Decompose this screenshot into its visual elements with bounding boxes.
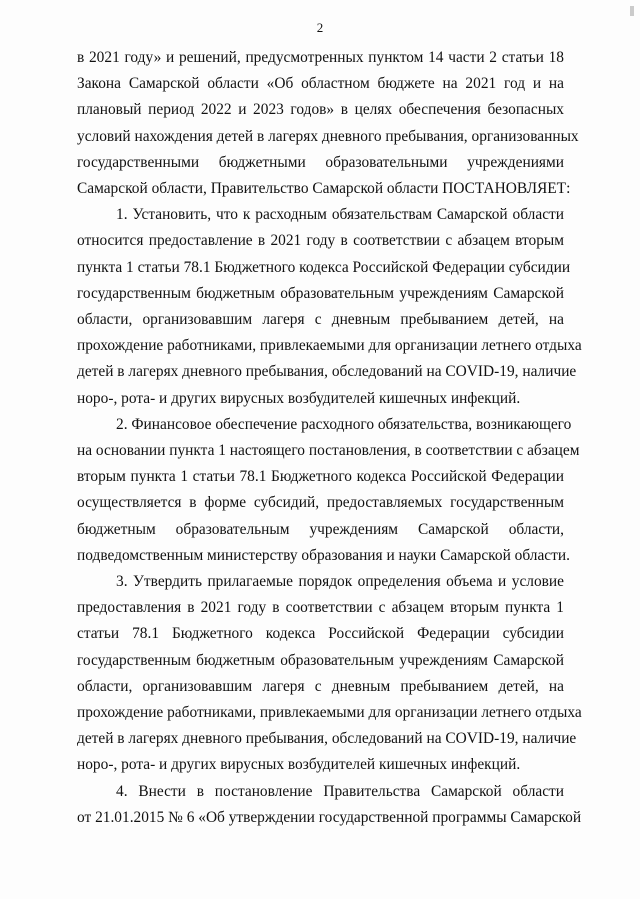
text-line: статьи 78.1 Бюджетного кодекса Российской Федерации субсидии — [77, 625, 564, 643]
text-line: 3. Утвердить прилагаемые порядок определения объема и условие — [116, 573, 564, 591]
paragraph-4 — [77, 569, 582, 779]
text-line: условий нахождения детей в лагерях дневного пребывания, организованных — [77, 127, 579, 145]
text-line: Закона Самарской области «Об областном бюджете на 2021 год и на — [77, 75, 564, 93]
text-line: бюджетным образовательным учреждениям Самарской области, — [77, 520, 564, 538]
text-line: плановый период 2022 и 2023 годов» в целях обеспечения безопасных — [77, 101, 564, 119]
text-line: детей в лагерях дневного пребывания, обследований на COVID-19, наличие — [77, 730, 577, 748]
text-line: государственным бюджетным образовательным учреждениям Самарской — [77, 284, 564, 302]
text-line: 2. Финансовое обеспечение расходного обязательства, возникающего — [116, 415, 572, 433]
text-line: подведомственным министерству образования и науки Самарской области. — [77, 546, 570, 564]
text-line: норо-, рота- и других вирусных возбудителей кишечных инфекций. — [77, 389, 521, 407]
text-line: от 21.01.2015 № 6 «Об утверждении государственной программы Самарской — [77, 808, 582, 826]
text-line: государственным бюджетным образовательным учреждениям Самарской — [77, 651, 564, 669]
text-line: государственными бюджетными образовательными учреждениями — [77, 153, 564, 171]
text-line: детей в лагерях дневного пребывания, обследований на COVID-19, наличие — [77, 363, 577, 381]
paragraph-5 — [77, 779, 582, 831]
text-line: Самарской области, Правительство Самарской области ПОСТАНОВЛЯЕТ: — [77, 180, 571, 198]
text-line: относится предоставление в 2021 году в соответствии с абзацем вторым — [77, 232, 564, 250]
text-line: области, организовавшим лагеря с дневным пребыванием детей, на — [77, 311, 564, 329]
text-line: на основании пункта 1 настоящего постановления, в соответствии с абзацем — [77, 442, 580, 460]
text-line: норо-, рота- и других вирусных возбудителей кишечных инфекций. — [77, 756, 521, 774]
text-line: в 2021 году» и решений, предусмотренных пунктом 14 части 2 статьи 18 — [77, 49, 564, 66]
text-line: области, организовавшим лагеря с дневным пребыванием детей, на — [77, 677, 564, 695]
text-line: предоставления в 2021 году в соответствии с абзацем вторым пункта 1 — [77, 599, 564, 617]
text-line: 4. Внести в постановление Правительства Самарской области — [116, 782, 564, 800]
paragraph-1 — [77, 45, 579, 202]
page-number: 2 — [316, 20, 324, 35]
paragraph-3 — [77, 412, 580, 569]
text-line: 1. Установить, что к расходным обязательствам Самарской области — [116, 206, 564, 224]
text-line: прохождение работниками, привлекаемыми для организации летнего отдыха — [77, 704, 582, 722]
text-line: осуществляется в форме субсидий, предоставляемых государственным — [77, 494, 564, 512]
paragraph-2 — [77, 202, 582, 412]
scan-edge-mark — [630, 6, 634, 16]
text-line: пункта 1 статьи 78.1 Бюджетного кодекса Российской Федерации субсидии — [77, 258, 571, 276]
text-line: вторым пункта 1 статьи 78.1 Бюджетного кодекса Российской Федерации — [77, 468, 564, 486]
document-body — [77, 45, 582, 831]
text-line: прохождение работниками, привлекаемыми для организации летнего отдыха — [77, 337, 582, 355]
